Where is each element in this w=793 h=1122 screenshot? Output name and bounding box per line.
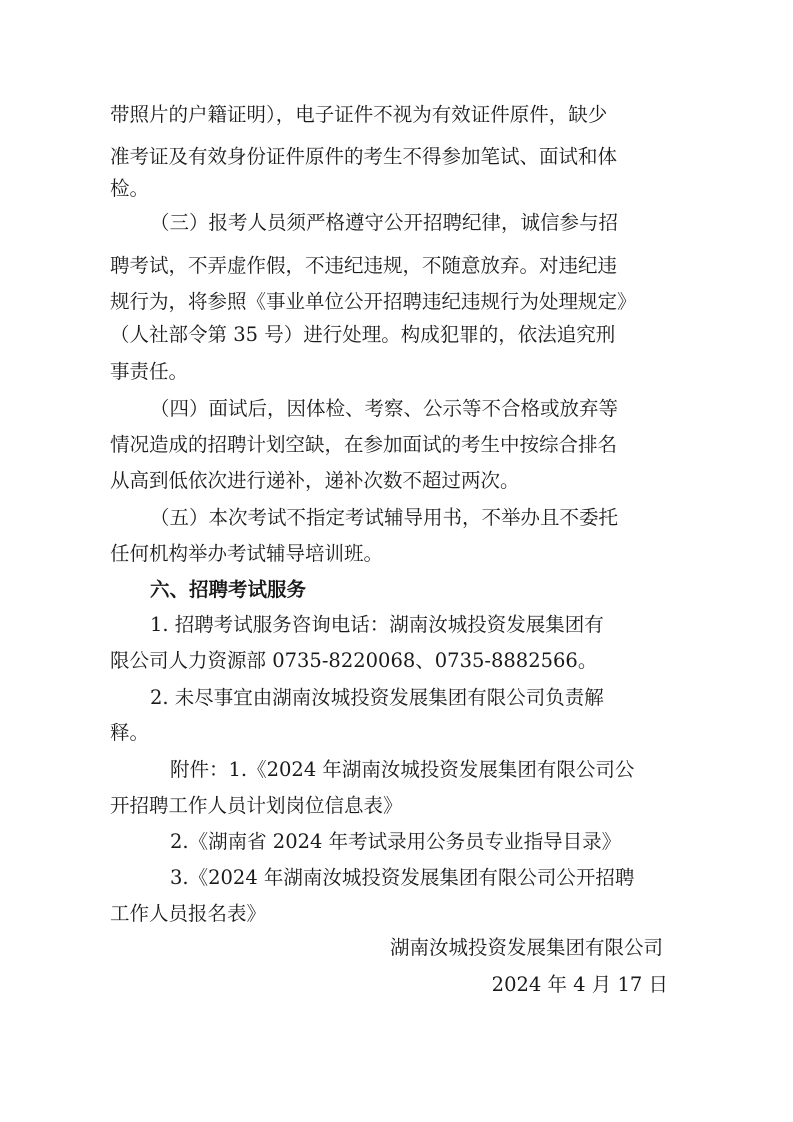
para4-line-3: 从高到低依次进行递补，递补次数不超过两次。 xyxy=(110,469,520,492)
para3-line-2: 聘考试，不弄虚作假，不违纪违规，不随意放弃。对违纪违 xyxy=(110,254,618,277)
section-6-item-2-line-2: 释。 xyxy=(110,721,150,744)
signature-date: 2024 年 4 月 17 日 xyxy=(491,973,668,996)
para3-line-4: （人社部令第 35 号）进行处理。构成犯罪的，依法追究刑 xyxy=(110,323,616,346)
para3-line-5: 事责任。 xyxy=(110,360,189,383)
attachment-1-line-1: 附件：1.《2024 年湖南汝城投资发展集团有限公司公 xyxy=(170,758,635,781)
section-6-item-1-line-1: 1. 招聘考试服务咨询电话：湖南汝城投资发展集团有 xyxy=(150,613,604,636)
para5-line-2: 任何机构举办考试辅导培训班。 xyxy=(110,542,384,565)
intro-line-1: 带照片的户籍证明），电子证件不视为有效证件原件，缺少 xyxy=(110,103,608,126)
section-6-heading: 六、招聘考试服务 xyxy=(150,578,307,601)
section-6-item-1-line-2: 限公司人力资源部 0735-8220068、0735-8882566。 xyxy=(110,649,598,672)
attachment-1-line-2: 开招聘工作人员计划岗位信息表》 xyxy=(110,794,403,817)
attachment-3-line-2: 工作人员报名表》 xyxy=(110,902,267,925)
para4-line-2: 情况造成的招聘计划空缺，在参加面试的考生中按综合排名 xyxy=(110,433,618,456)
para3-line-3: 规行为，将参照《事业单位公开招聘违纪违规行为处理规定》 xyxy=(110,290,637,313)
para5-line-1: （五）本次考试不指定考试辅导用书，不举办且不委托 xyxy=(150,506,619,529)
para3-line-1: （三）报考人员须严格遵守公开招聘纪律，诚信参与招 xyxy=(150,211,619,234)
intro-line-2: 准考证及有效身份证件原件的考生不得参加笔试、面试和体 xyxy=(110,145,618,168)
intro-line-3: 检。 xyxy=(110,177,150,200)
section-6-item-2-line-1: 2. 未尽事宜由湖南汝城投资发展集团有限公司负责解 xyxy=(150,686,604,709)
attachment-2: 2.《湖南省 2024 年考试录用公务员专业指导目录》 xyxy=(170,830,622,853)
para4-line-1: （四）面试后，因体检、考察、公示等不合格或放弃等 xyxy=(150,397,619,420)
attachment-3-line-1: 3.《2024 年湖南汝城投资发展集团有限公司公开招聘 xyxy=(170,866,635,889)
signature-organization: 湖南汝城投资发展集团有限公司 xyxy=(389,936,663,959)
